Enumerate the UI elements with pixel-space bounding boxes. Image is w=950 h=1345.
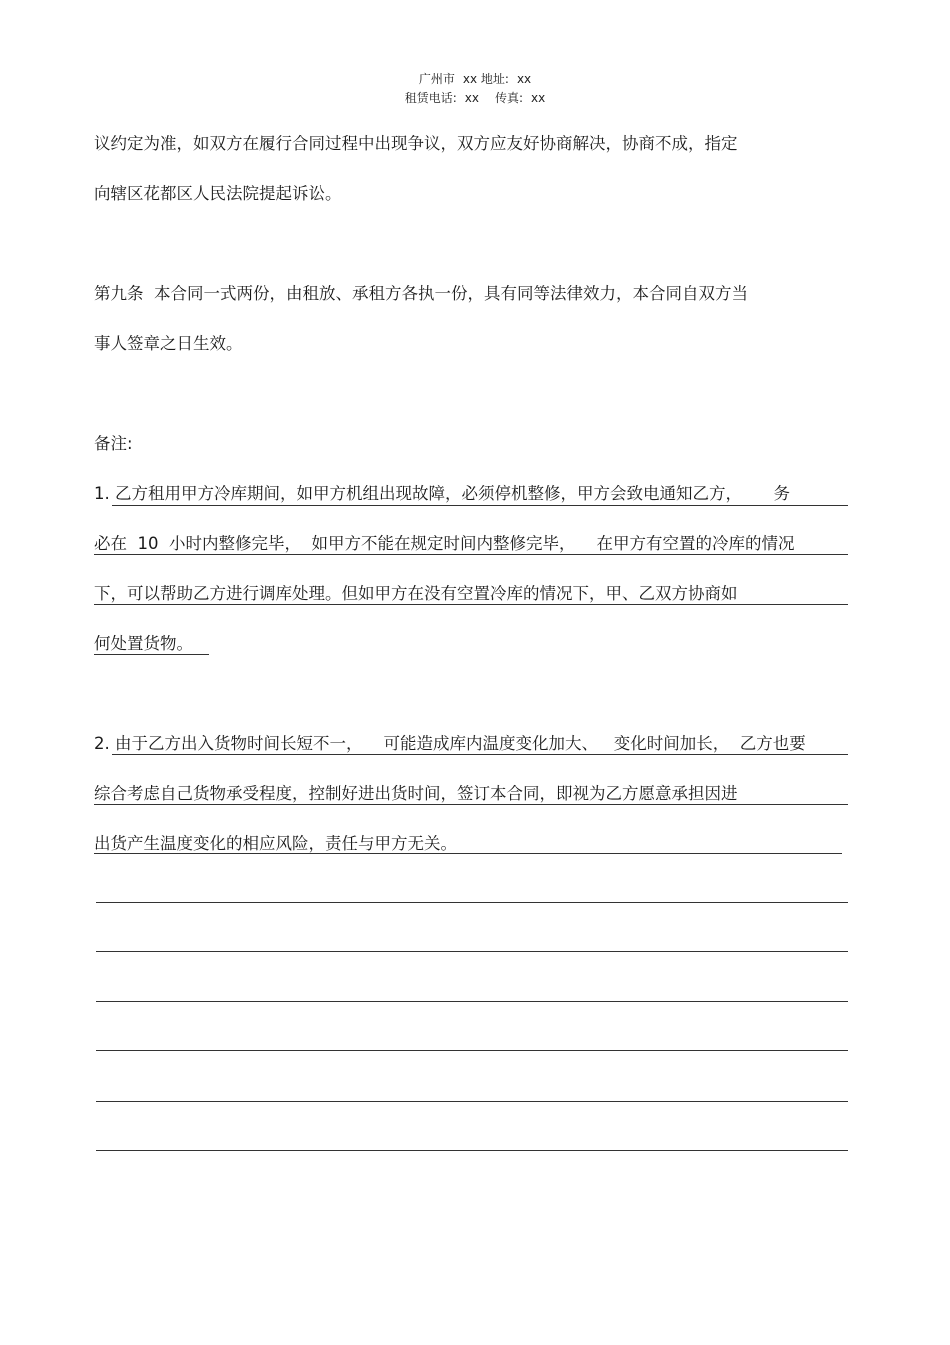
blank-rule-4 (96, 1050, 848, 1051)
header-phone-label: 租赁电话: (404, 91, 457, 105)
note-1-underline-3 (94, 604, 848, 605)
clause-8-line-1: 议约定为准，如双方在履行合同过程中出现争议，双方应友好协商解决，协商不成，指定 (94, 134, 738, 153)
note-2-line-1: 2. 由于乙方出入货物时间长短不一， 可能造成库内温度变化加大、 变化时间加长， 乙方也要 (94, 734, 806, 753)
clause-9-line-2: 事人签章之日生效。 (94, 334, 243, 353)
blank-rule-1 (96, 902, 848, 903)
letterhead-line-2 (0, 90, 950, 106)
note-1-underline-1 (112, 505, 848, 506)
header-address-label: xx 地址: (462, 72, 509, 86)
note-1-line-3: 下，可以帮助乙方进行调库处理。但如甲方在没有空置冷库的情况下，甲、乙双方协商如 (94, 584, 738, 603)
clause-9-line-1: 第九条 本合同一式两份，由租放、承租方各执一份，具有同等法律效力，本合同自双方当 (94, 284, 748, 303)
header-fax-value: xx (531, 91, 546, 105)
header-city: 广州市 (418, 72, 455, 86)
clause-8-line-2: 向辖区花都区人民法院提起诉讼。 (94, 184, 342, 203)
blank-rule-6 (96, 1150, 848, 1151)
note-2-line-2: 综合考虑自己货物承受程度，控制好进出货时间，签订本合同，即视为乙方愿意承担因进 (94, 784, 738, 803)
blank-rule-3 (96, 1001, 848, 1002)
header-phone-value: xx (464, 91, 479, 105)
header-fax-label: 传真: (495, 91, 524, 105)
note-1-underline-2 (94, 554, 848, 555)
note-1-line-2: 必在 10 小时内整修完毕， 如甲方不能在规定时间内整修完毕， 在甲方有空置的冷库的情况 (94, 534, 795, 553)
note-2-underline-1 (112, 754, 848, 755)
blank-rule-2 (96, 951, 848, 952)
letterhead-line-1 (0, 71, 950, 87)
blank-rule-5 (96, 1101, 848, 1102)
note-1-underline-4 (94, 654, 209, 655)
header-address-value: xx (516, 72, 532, 86)
note-1-line-1: 1. 乙方租用甲方冷库期间，如甲方机组出现故障，必须停机整修，甲方会致电通知乙方， 务 (94, 484, 790, 503)
note-2-underline-2 (94, 804, 848, 805)
note-2-line-3: 出货产生温度变化的相应风险，责任与甲方无关。 (94, 834, 457, 853)
remark-title: 备注: (94, 434, 133, 453)
note-1-line-4: 何处置货物。 (94, 634, 193, 653)
note-2-underline-3 (94, 853, 842, 854)
